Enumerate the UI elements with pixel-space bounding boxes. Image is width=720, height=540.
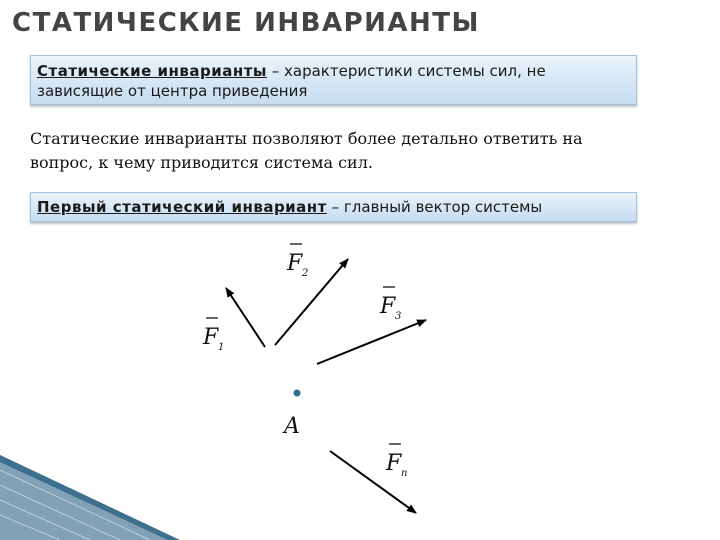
svg-text:F: F xyxy=(287,251,303,276)
svg-text:F: F xyxy=(386,451,402,476)
svg-text:1: 1 xyxy=(218,342,225,353)
svg-text:F: F xyxy=(203,325,219,350)
force-arrow-fn xyxy=(330,451,416,513)
force-label-f2 xyxy=(286,244,308,279)
force-arrow-f2 xyxy=(275,259,348,345)
slide-title: СТАТИЧЕСКИЕ ИНВАРИАНТЫ xyxy=(12,8,480,38)
first-invariant-text: – главный вектор системы xyxy=(326,198,543,216)
point-a xyxy=(294,390,301,397)
svg-text:3: 3 xyxy=(395,311,402,322)
corner-decoration xyxy=(0,455,180,540)
point-a-label: A xyxy=(284,414,300,439)
force-arrow-f1 xyxy=(226,288,265,347)
svg-text:F: F xyxy=(380,294,396,319)
svg-text:2: 2 xyxy=(302,268,309,279)
first-invariant-term: Первый статический инвариант xyxy=(37,198,327,216)
force-label-f1 xyxy=(202,318,224,353)
force-label-f3 xyxy=(379,287,401,322)
definition-term: Статические инварианты xyxy=(37,62,267,80)
description-paragraph: Статические инварианты позволяют более детально ответить на вопрос, к чему приводится система сил. xyxy=(30,129,583,172)
svg-text:n: n xyxy=(401,468,408,479)
force-arrow-f3 xyxy=(317,320,426,364)
definition-text: – характеристики системы сил, не зависящие от центра приведения xyxy=(37,62,546,100)
force-label-fn xyxy=(385,444,407,479)
